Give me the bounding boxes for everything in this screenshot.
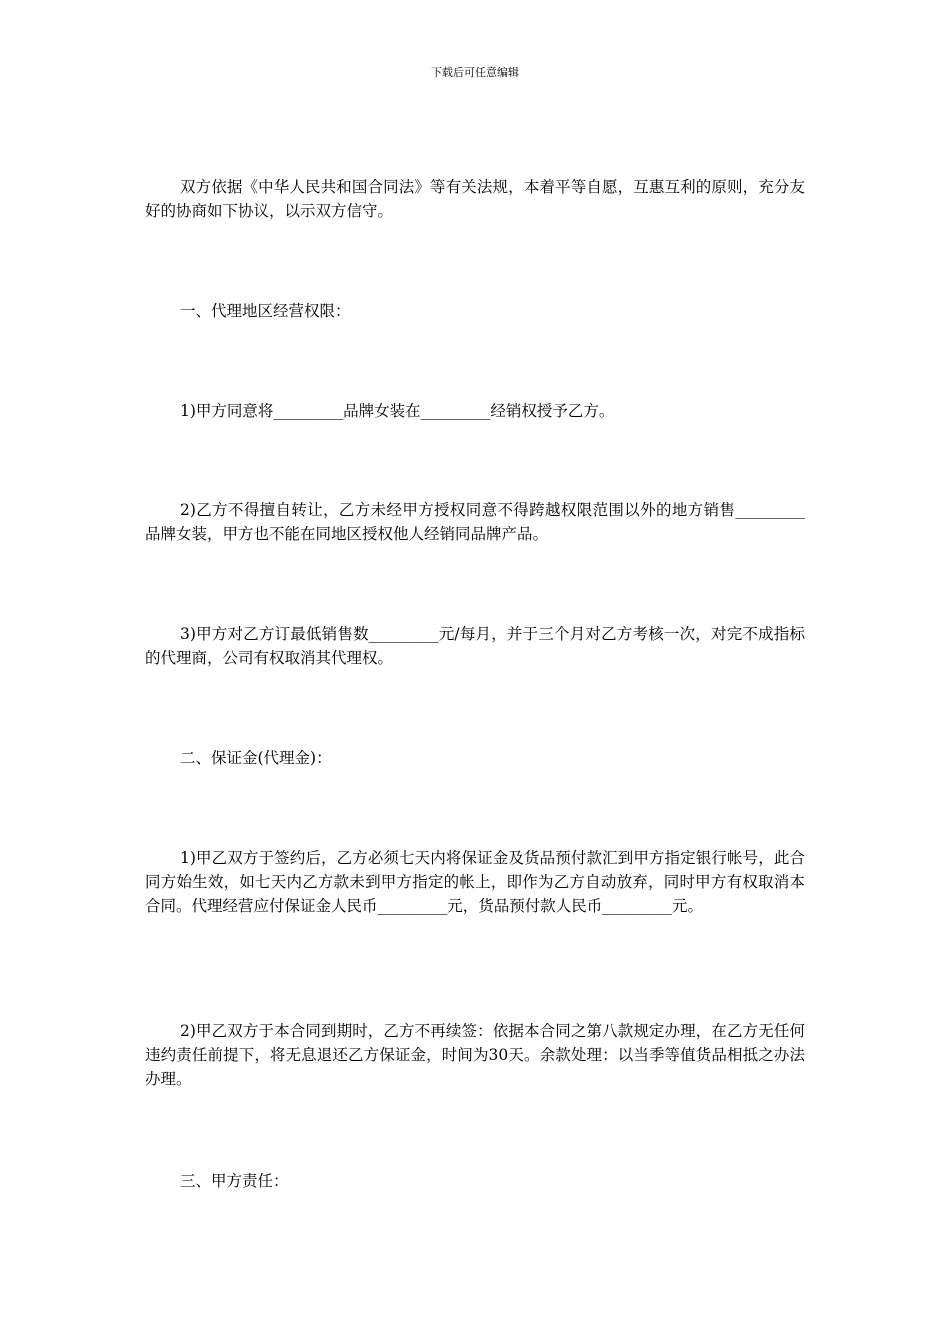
section-2-heading: 二、保证金(代理金)： [180, 749, 332, 767]
section-1-item-3: 3)甲方对乙方订最低销售数_________元/每月，并于三个月对乙方考核一次，对完不成指标的代理商，公司有权取消其代理权。 [145, 625, 805, 667]
section-1-item-1: 1)甲方同意将_________品牌女装在_________经销权授予乙方。 [180, 402, 615, 420]
section-2-item-1: 1)甲乙双方于签约后，乙方必须七天内将保证金及货品预付款汇到甲方指定银行帐号，此合同方始生效，如七天内乙方款未到甲方指定的帐上，即作为乙方自动放弃，同时甲方有权取消本合同。代理经营应付保证金人民币_________元，货品预付款人民币_________元。 [145, 849, 805, 915]
section-2-item-2: 2)甲乙双方于本合同到期时，乙方不再续签：依据本合同之第八款规定办理，在乙方无任何违约责任前提下，将无息退还乙方保证金，时间为30天。余款处理：以当季等值货品相抵之办法办理。 [145, 1022, 805, 1088]
intro-paragraph: 双方依据《中华人民共和国合同法》等有关法规，本着平等自愿，互惠互利的原则，充分友好的协商如下协议，以示双方信守。 [145, 178, 805, 220]
section-3-heading: 三、甲方责任： [180, 1172, 289, 1190]
section-1-item-2: 2)乙方不得擅自转让，乙方未经甲方授权同意不得跨越权限范围以外的地方销售_________品牌女装，甲方也不能在同地区授权他人经销同品牌产品。 [145, 501, 805, 543]
section-1-heading: 一、代理地区经营权限： [180, 302, 351, 320]
page-header: 下载后可任意编辑 [431, 66, 519, 79]
